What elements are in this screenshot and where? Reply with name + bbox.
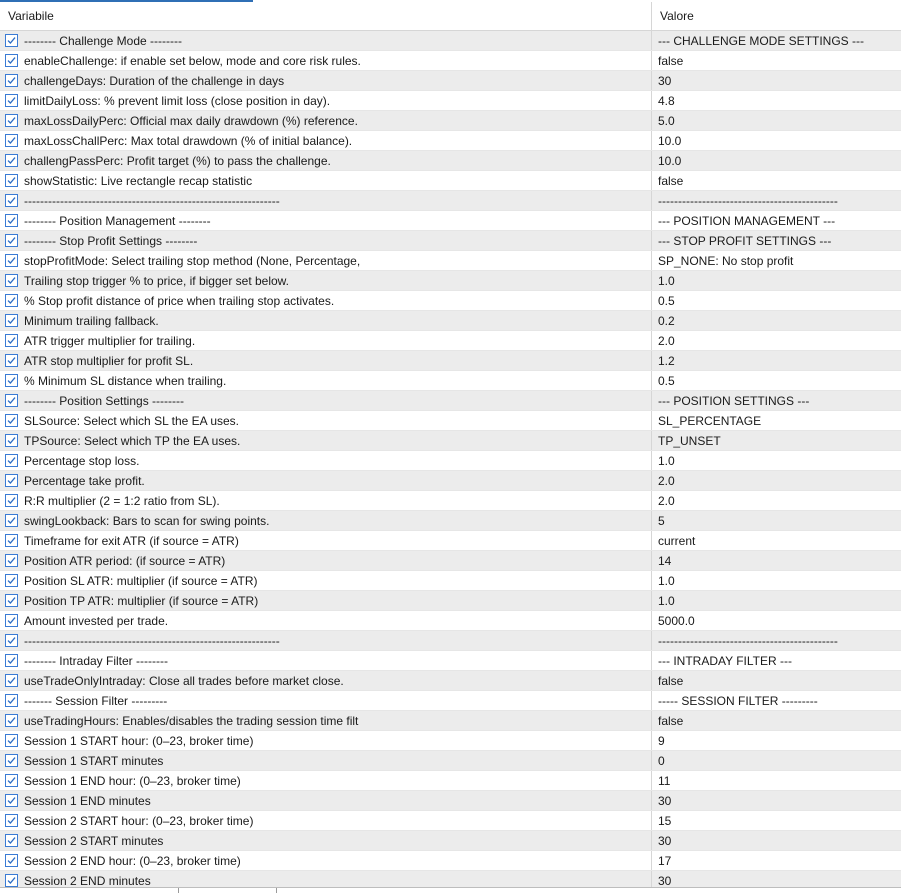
variable-name: SLSource: Select which SL the EA uses. [24,413,240,428]
variable-name: Minimum trailing fallback. [24,313,159,328]
variable-cell [0,491,652,510]
variable-cell [0,311,652,330]
value-cell[interactable]: --- POSITION SETTINGS --- [658,393,810,408]
value-cell[interactable]: --- INTRADAY FILTER --- [658,653,792,668]
value-cell[interactable]: 1.2 [658,353,675,368]
value-cell[interactable]: 17 [658,853,672,868]
table-row[interactable] [0,231,901,251]
variable-cell [0,211,652,230]
variable-name: Session 2 START hour: (0–23, broker time) [24,813,254,828]
checkbox-checked-icon[interactable] [5,654,18,667]
variable-cell [0,71,652,90]
value-cell[interactable]: false [658,53,684,68]
table-row[interactable] [0,611,901,631]
table-row[interactable] [0,391,901,411]
table-row[interactable] [0,631,901,651]
variable-name: Session 1 END minutes [24,793,151,808]
variable-cell [0,671,652,690]
variable-name: % Stop profit distance of price when trailing stop activates. [24,293,335,308]
variable-cell [0,451,652,470]
table-row[interactable] [0,531,901,551]
variable-cell [0,151,652,170]
variable-cell [0,91,652,110]
value-cell[interactable]: SL_PERCENTAGE [658,413,762,428]
value-cell[interactable]: --- POSITION MANAGEMENT --- [658,213,836,228]
variable-name: -------- Intraday Filter -------- [24,653,168,668]
variable-name: -------- Challenge Mode -------- [24,33,182,48]
table-row[interactable] [0,811,901,831]
variable-cell [0,271,652,290]
table-row[interactable] [0,791,901,811]
variable-name: ---------------------------------------------------------------- [24,193,280,208]
variable-cell [0,251,652,270]
table-row[interactable] [0,511,901,531]
table-row[interactable] [0,51,901,71]
variable-cell [0,651,652,670]
value-cell[interactable]: 5000.0 [658,613,695,628]
value-cell[interactable]: 14 [658,553,672,568]
table-row[interactable] [0,111,901,131]
checkbox-checked-icon[interactable] [5,494,18,507]
checkbox-checked-icon[interactable] [5,154,18,167]
checkbox-checked-icon[interactable] [5,694,18,707]
variable-name: swingLookback: Bars to scan for swing points. [24,513,270,528]
value-cell[interactable]: 30 [658,873,672,888]
checkbox-checked-icon[interactable] [5,854,18,867]
table-row[interactable] [0,71,901,91]
value-cell[interactable]: 9 [658,733,665,748]
value-cell[interactable]: --------------------------------------------- [658,193,838,208]
variable-name: ATR trigger multiplier for trailing. [24,333,196,348]
variable-cell [0,231,652,250]
variable-name: -------- Position Settings -------- [24,393,184,408]
variable-name: challengeDays: Duration of the challenge in days [24,73,285,88]
variable-cell [0,351,652,370]
value-cell[interactable]: 11 [658,773,671,788]
variable-cell [0,131,652,150]
table-row[interactable] [0,771,901,791]
value-cell[interactable]: 30 [658,833,672,848]
value-cell[interactable]: false [658,713,684,728]
table-row[interactable] [0,671,901,691]
checkbox-checked-icon[interactable] [5,674,18,687]
variable-name: challengPassPerc: Profit target (%) to pass the challenge. [24,153,331,168]
variable-cell [0,791,652,810]
variable-cell [0,291,652,310]
value-cell[interactable]: 1.0 [658,273,675,288]
table-row[interactable] [0,211,901,231]
variable-name: Amount invested per trade. [24,613,169,628]
variable-cell [0,51,652,70]
checkbox-checked-icon[interactable] [5,574,18,587]
checkbox-checked-icon[interactable] [5,454,18,467]
checkbox-checked-icon[interactable] [5,34,18,47]
value-cell[interactable]: --------------------------------------------- [658,633,838,648]
variable-name: ATR stop multiplier for profit SL. [24,353,194,368]
table-row[interactable] [0,371,901,391]
variable-name: Session 2 END hour: (0–23, broker time) [24,853,241,868]
value-cell[interactable]: --- STOP PROFIT SETTINGS --- [658,233,832,248]
value-cell[interactable]: TP_UNSET [658,433,721,448]
checkbox-checked-icon[interactable] [5,374,18,387]
column-header-variable[interactable]: Variabile [0,2,652,30]
checkbox-checked-icon[interactable] [5,734,18,747]
value-cell[interactable]: ----- SESSION FILTER --------- [658,693,818,708]
table-row[interactable] [0,291,901,311]
value-cell[interactable]: 2.0 [658,473,675,488]
checkbox-checked-icon[interactable] [5,534,18,547]
checkbox-checked-icon[interactable] [5,634,18,647]
variable-cell [0,111,652,130]
variable-name: showStatistic: Live rectangle recap statistic [24,173,253,188]
variable-cell [0,411,652,430]
table-row[interactable] [0,31,901,51]
checkbox-checked-icon[interactable] [5,794,18,807]
value-cell[interactable]: false [658,173,684,188]
checkbox-checked-icon[interactable] [5,214,18,227]
table-row[interactable] [0,351,901,371]
table-row[interactable] [0,591,901,611]
table-row[interactable] [0,431,901,451]
value-cell[interactable]: 10.0 [658,133,682,148]
table-row[interactable] [0,151,901,171]
table-row[interactable] [0,491,901,511]
checkbox-checked-icon[interactable] [5,414,18,427]
checkbox-checked-icon[interactable] [5,54,18,67]
table-row[interactable] [0,471,901,491]
variable-name: Session 1 START hour: (0–23, broker time) [24,733,254,748]
checkbox-checked-icon[interactable] [5,94,18,107]
checkbox-checked-icon[interactable] [5,714,18,727]
variable-name: Trailing stop trigger % to price, if bigger set below. [24,273,290,288]
table-row[interactable] [0,311,901,331]
scrollbar-divider [276,888,277,893]
variable-name: ------- Session Filter --------- [24,693,168,708]
variable-name: Session 2 END minutes [24,873,151,888]
checkbox-checked-icon[interactable] [5,234,18,247]
table-row[interactable] [0,91,901,111]
value-cell[interactable]: 1.0 [658,453,675,468]
variable-cell [0,731,652,750]
value-cell[interactable]: 1.0 [658,593,675,608]
variable-name: limitDailyLoss: % prevent limit loss (close position in day). [24,93,331,108]
variable-cell [0,631,652,650]
variable-name: % Minimum SL distance when trailing. [24,373,227,388]
variable-cell [0,331,652,350]
checkbox-checked-icon[interactable] [5,114,18,127]
variable-name: TPSource: Select which TP the EA uses. [24,433,241,448]
variable-name: -------- Position Management -------- [24,213,211,228]
checkbox-checked-icon[interactable] [5,254,18,267]
checkbox-checked-icon[interactable] [5,614,18,627]
table-row[interactable] [0,851,901,871]
table-row[interactable] [0,191,901,211]
value-cell[interactable]: 0.5 [658,293,675,308]
checkbox-checked-icon[interactable] [5,274,18,287]
variable-cell [0,171,652,190]
table-row[interactable] [0,451,901,471]
checkbox-checked-icon[interactable] [5,74,18,87]
checkbox-checked-icon[interactable] [5,774,18,787]
value-cell[interactable]: SP_NONE: No stop profit [658,253,794,268]
checkbox-checked-icon[interactable] [5,434,18,447]
variable-name: Position SL ATR: multiplier (if source = ATR) [24,573,258,588]
value-cell[interactable]: 5.0 [658,113,675,128]
scrollbar-divider [178,888,179,893]
variable-name: stopProfitMode: Select trailing stop method (None, Percentage, [24,253,361,268]
checkbox-checked-icon[interactable] [5,194,18,207]
variable-cell [0,691,652,710]
variable-name: Session 2 START minutes [24,833,164,848]
variable-cell [0,31,652,50]
variable-name: Session 1 END hour: (0–23, broker time) [24,773,241,788]
table-row[interactable] [0,831,901,851]
value-cell[interactable]: 1.0 [658,573,675,588]
table-row[interactable] [0,571,901,591]
checkbox-checked-icon[interactable] [5,874,18,887]
checkbox-checked-icon[interactable] [5,594,18,607]
variable-cell [0,591,652,610]
parameters-table [0,2,901,891]
table-row[interactable] [0,411,901,431]
checkbox-checked-icon[interactable] [5,394,18,407]
variable-name: Position ATR period: (if source = ATR) [24,553,226,568]
table-body [0,31,901,891]
horizontal-scrollbar[interactable] [0,887,901,893]
value-cell[interactable]: false [658,673,684,688]
table-header [0,2,901,31]
checkbox-checked-icon[interactable] [5,134,18,147]
variable-name: enableChallenge: if enable set below, mode and core risk rules. [24,53,361,68]
variable-cell [0,391,652,410]
value-cell[interactable]: 0.5 [658,373,675,388]
checkbox-checked-icon[interactable] [5,474,18,487]
variable-name: Percentage take profit. [24,473,145,488]
checkbox-checked-icon[interactable] [5,334,18,347]
value-cell[interactable]: 10.0 [658,153,682,168]
variable-cell [0,431,652,450]
table-row[interactable] [0,331,901,351]
checkbox-checked-icon[interactable] [5,834,18,847]
variable-cell [0,811,652,830]
checkbox-checked-icon[interactable] [5,514,18,527]
table-row[interactable] [0,711,901,731]
checkbox-checked-icon[interactable] [5,814,18,827]
variable-cell [0,371,652,390]
variable-cell [0,471,652,490]
table-row[interactable] [0,731,901,751]
variable-cell [0,191,652,210]
checkbox-checked-icon[interactable] [5,174,18,187]
table-row[interactable] [0,271,901,291]
variable-name: useTradingHours: Enables/disables the trading session time filt [24,713,359,728]
variable-cell [0,511,652,530]
variable-name: maxLossChallPerc: Max total drawdown (% of initial balance). [24,133,353,148]
value-cell[interactable]: 2.0 [658,333,675,348]
table-row[interactable] [0,171,901,191]
value-cell[interactable]: 4.8 [658,93,675,108]
table-row[interactable] [0,131,901,151]
variable-cell [0,751,652,770]
variable-name: Position TP ATR: multiplier (if source = ATR) [24,593,259,608]
variable-name: ---------------------------------------------------------------- [24,633,280,648]
variable-cell [0,611,652,630]
variable-cell [0,551,652,570]
value-cell[interactable]: 0 [658,753,665,768]
table-row[interactable] [0,691,901,711]
variable-cell [0,711,652,730]
table-row[interactable] [0,551,901,571]
value-cell[interactable]: 0.2 [658,313,675,328]
variable-cell [0,831,652,850]
value-cell[interactable]: 30 [658,793,672,808]
value-cell[interactable]: 15 [658,813,672,828]
table-row[interactable] [0,251,901,271]
variable-cell [0,771,652,790]
column-header-value[interactable]: Valore [660,9,694,23]
variable-cell [0,851,652,870]
checkbox-checked-icon[interactable] [5,754,18,767]
variable-name: Timeframe for exit ATR (if source = ATR) [24,533,239,548]
value-cell[interactable]: --- CHALLENGE MODE SETTINGS --- [658,33,865,48]
checkbox-checked-icon[interactable] [5,354,18,367]
table-row[interactable] [0,751,901,771]
checkbox-checked-icon[interactable] [5,294,18,307]
value-cell[interactable]: current [658,533,696,548]
variable-name: R:R multiplier (2 = 1:2 ratio from SL). [24,493,220,508]
value-cell[interactable]: 30 [658,73,672,88]
variable-name: maxLossDailyPerc: Official max daily drawdown (%) reference. [24,113,358,128]
checkbox-checked-icon[interactable] [5,554,18,567]
variable-cell [0,571,652,590]
checkbox-checked-icon[interactable] [5,314,18,327]
variable-name: Percentage stop loss. [24,453,140,468]
variable-cell [0,531,652,550]
variable-name: useTradeOnlyIntraday: Close all trades before market close. [24,673,344,688]
variable-name: Session 1 START minutes [24,753,164,768]
value-cell[interactable]: 2.0 [658,493,675,508]
variable-name: -------- Stop Profit Settings -------- [24,233,198,248]
table-row[interactable] [0,651,901,671]
value-cell[interactable]: 5 [658,513,665,528]
